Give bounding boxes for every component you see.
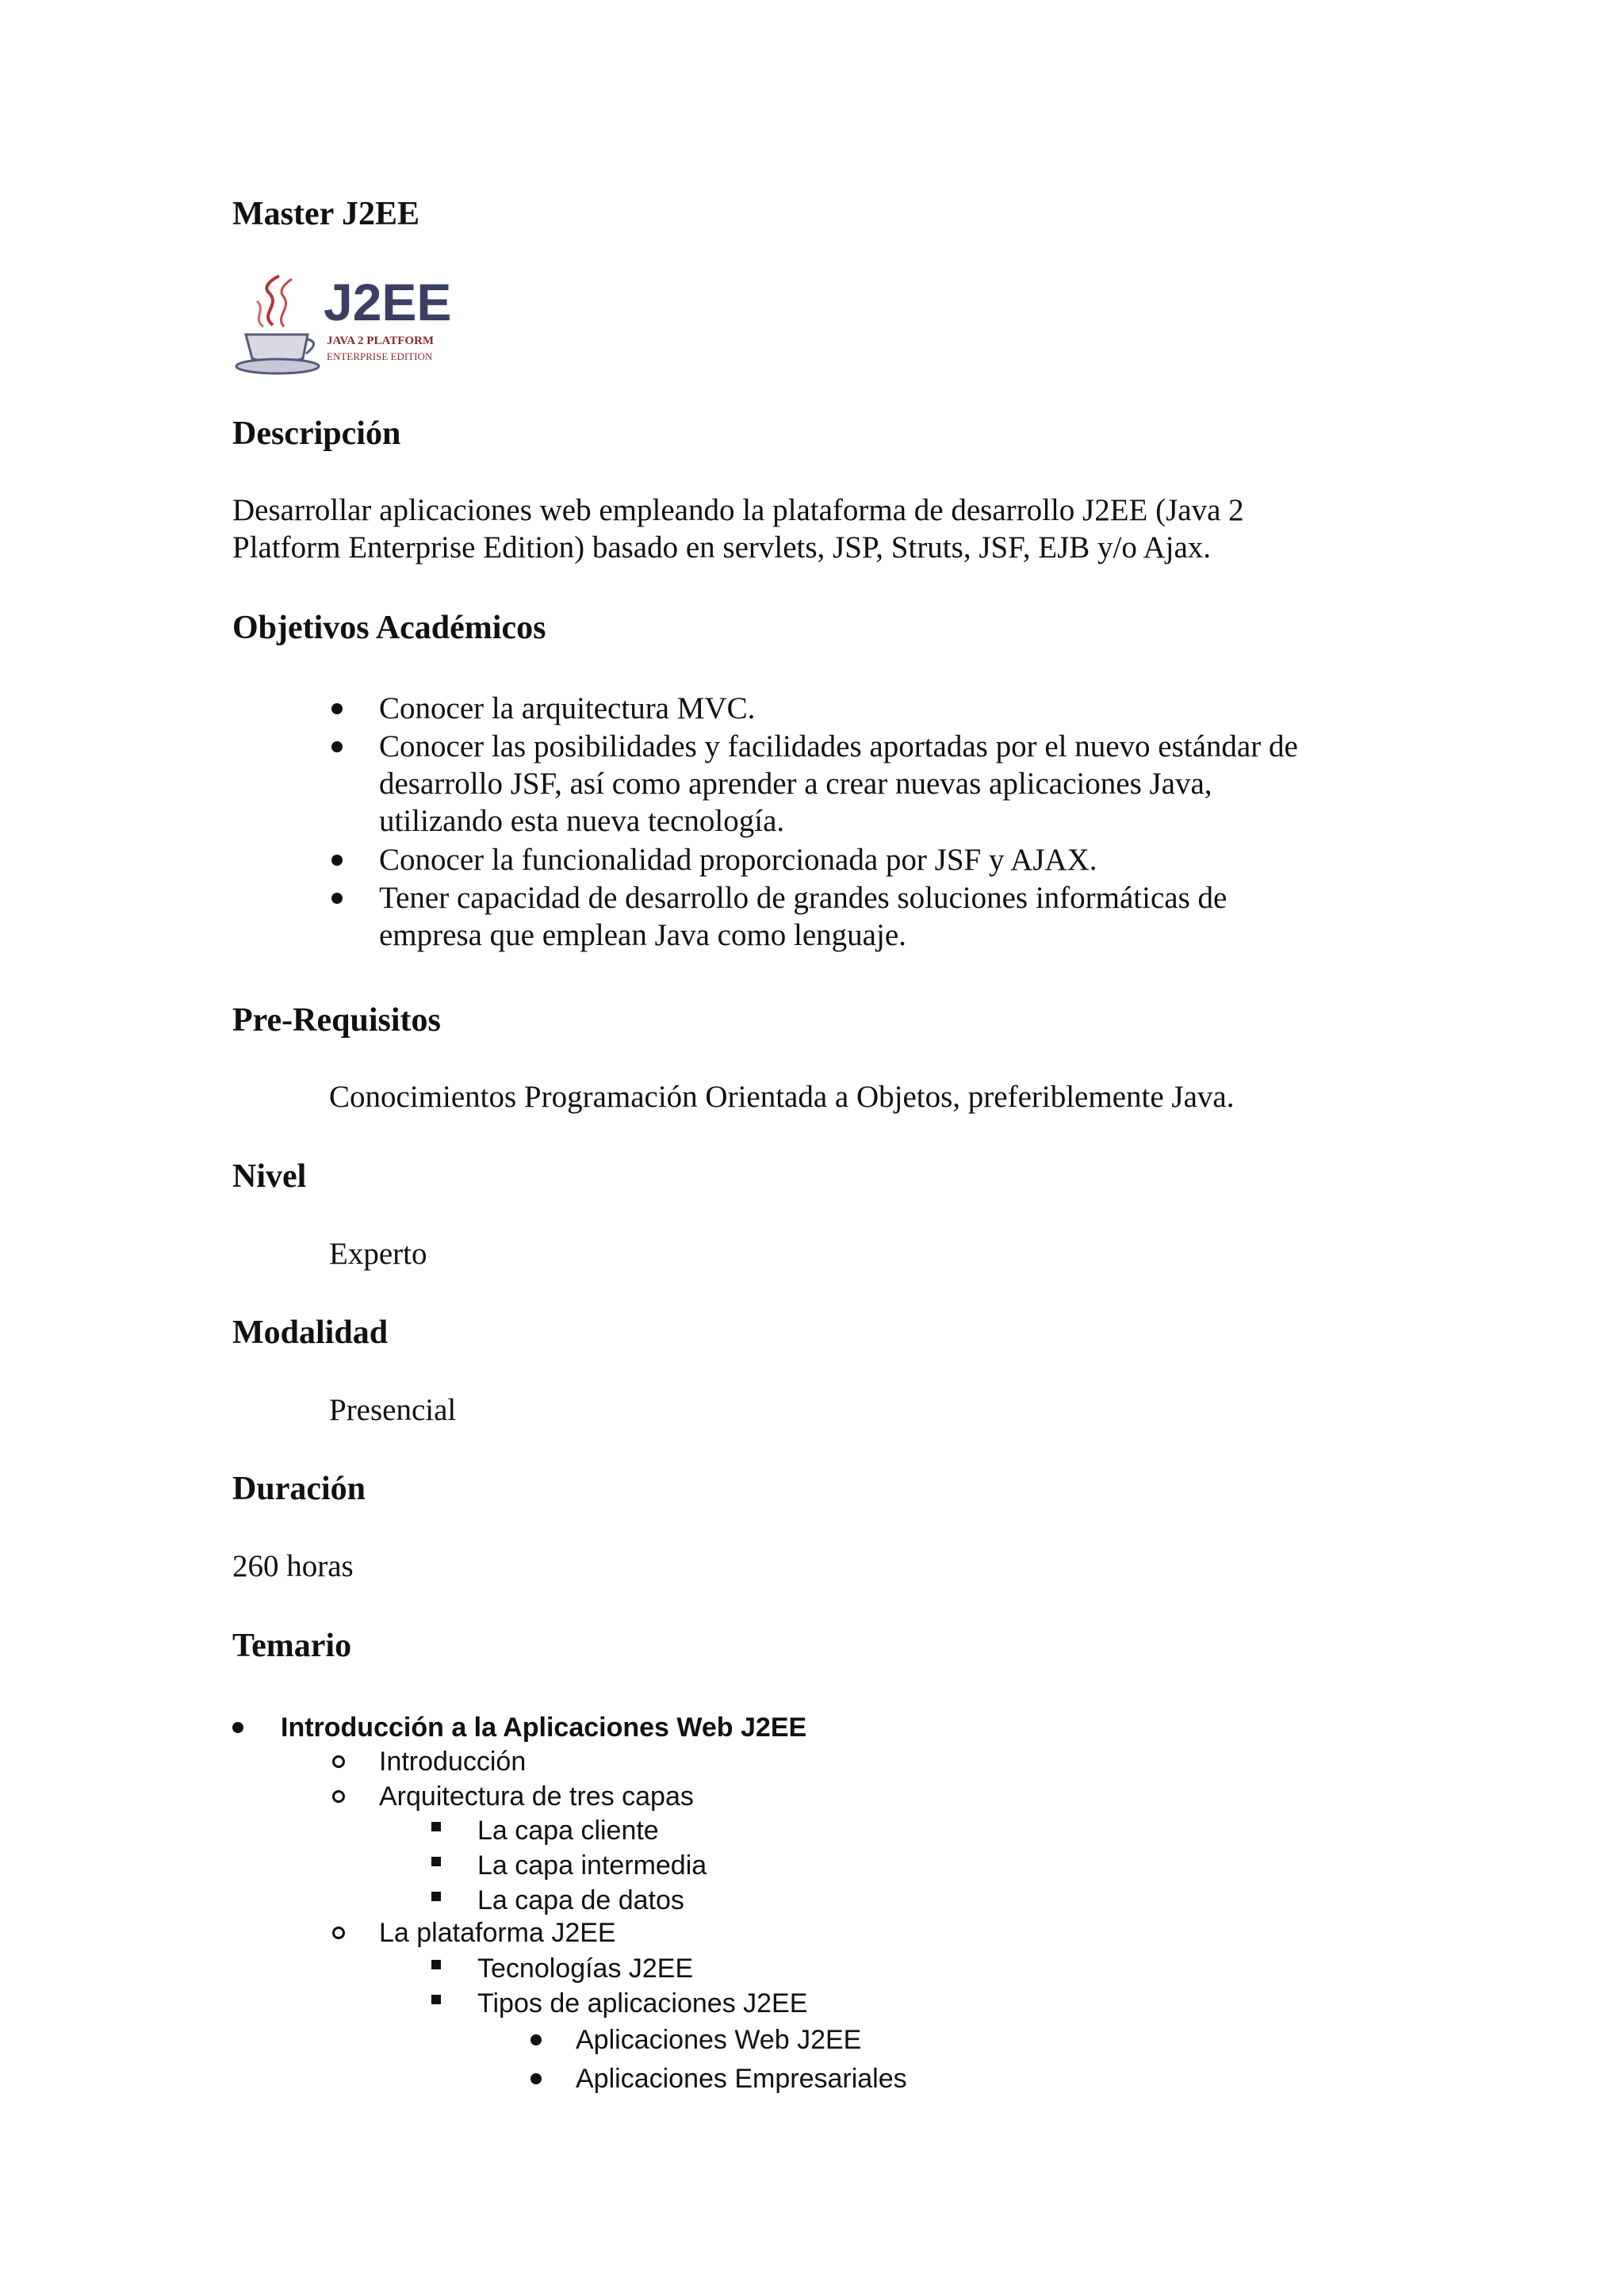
duracion-text: 260 horas — [232, 1549, 354, 1583]
bullet-icon — [530, 2073, 542, 2084]
objetivo-item-4: Tener capacidad de desarrollo de grandes soluciones informáticas de empresa que emplean Java como lenguaje. — [379, 881, 1228, 952]
temario-item-introduccion: Introducción — [379, 1747, 527, 1777]
modalidad-text: Presencial — [329, 1393, 457, 1427]
heading-descripcion: Descripción — [232, 415, 401, 452]
heading-temario: Temario — [232, 1628, 352, 1664]
logo-sub-line2: ENTERPRISE EDITION — [327, 350, 433, 362]
circle-bullet-icon — [332, 1790, 345, 1803]
temario-item-apps-web: Aplicaciones Web J2EE — [576, 2025, 862, 2055]
circle-bullet-icon — [332, 1755, 345, 1768]
prerequisitos-text: Conocimientos Programación Orientada a Objetos, preferiblemente Java. — [329, 1080, 1235, 1114]
temario-item-apps-empresariales: Aplicaciones Empresariales — [576, 2064, 907, 2094]
nivel-text: Experto — [329, 1237, 427, 1271]
circle-bullet-icon — [332, 1927, 345, 1939]
square-bullet-icon — [431, 1995, 441, 2004]
square-bullet-icon — [431, 1857, 441, 1866]
temario-item-arquitectura: Arquitectura de tres capas — [379, 1781, 694, 1812]
square-bullet-icon — [431, 1960, 441, 1969]
temario-item-capa-datos: La capa de datos — [477, 1885, 684, 1915]
bullet-icon — [331, 741, 343, 752]
temario-item-capa-intermedia: La capa intermedia — [477, 1850, 707, 1881]
descripcion-line-2: Platform Enterprise Edition) basado en servlets, JSP, Struts, JSF, EJB y/o Ajax. — [232, 530, 1212, 564]
objetivo-item-2: Conocer las posibilidades y facilidades aportadas por el nuevo estándar de desarrollo JSF, así como aprender a crear nuevas aplicaciones Java, utilizando esta nueva tecnología. — [379, 729, 1298, 838]
temario-item-plataforma: La plataforma J2EE — [379, 1918, 616, 1948]
heading-nivel: Nivel — [232, 1158, 307, 1195]
objetivo-item-3: Conocer la funcionalidad proporcionada por JSF y AJAX. — [379, 843, 1097, 877]
heading-duracion: Duración — [232, 1471, 366, 1507]
heading-objetivos: Objetivos Académicos — [232, 610, 546, 646]
bullet-icon — [331, 893, 343, 904]
temario-item-capa-cliente: La capa cliente — [477, 1816, 659, 1846]
objetivo-item-1: Conocer la arquitectura MVC. — [379, 691, 756, 725]
document-title: Master J2EE — [232, 196, 420, 232]
temario-item-tecnologias: Tecnologías J2EE — [477, 1954, 694, 1984]
descripcion-line-1: Desarrollar aplicaciones web empleando la plataforma de desarrollo J2EE (Java 2 — [232, 493, 1244, 527]
logo-main-text: J2EE — [324, 273, 452, 331]
j2ee-logo — [235, 270, 474, 381]
temario-item-tipos: Tipos de aplicaciones J2EE — [477, 1988, 808, 2019]
bullet-icon — [232, 1722, 243, 1733]
logo-sub-line1: JAVA 2 PLATFORM — [327, 335, 435, 347]
square-bullet-icon — [431, 1892, 441, 1901]
temario-item-intro-web: Introducción a la Aplicaciones Web J2EE — [281, 1712, 807, 1743]
heading-prerequisitos: Pre-Requisitos — [232, 1002, 441, 1039]
heading-modalidad: Modalidad — [232, 1314, 389, 1351]
bullet-icon — [331, 703, 343, 714]
bullet-icon — [530, 2034, 542, 2045]
bullet-icon — [331, 855, 343, 866]
square-bullet-icon — [431, 1822, 441, 1831]
